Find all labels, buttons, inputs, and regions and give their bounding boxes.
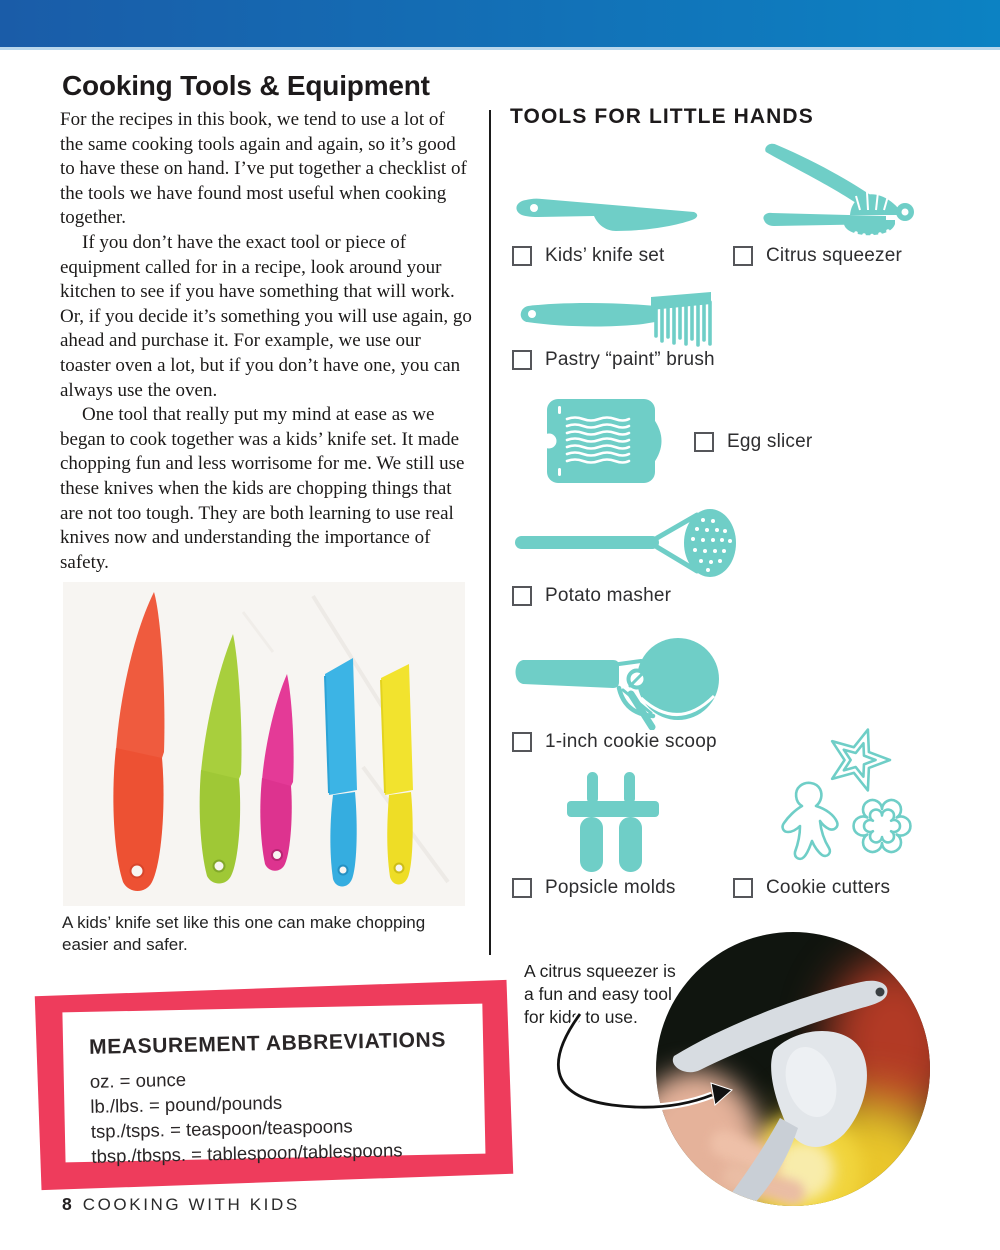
paragraph: For the recipes in this book, we tend to use a lot of the same cooking tools again and again, so it’s good to have these on hand. I’ve put together a checklist of the tools we have found most useful when cooking together.: [60, 109, 467, 229]
book-title: COOKING WITH KIDS: [82, 1195, 300, 1214]
star-cutter: [821, 724, 897, 794]
checkbox[interactable]: [733, 246, 753, 266]
page-title: Cooking Tools & Equipment: [62, 70, 430, 101]
photo-caption: A kids’ knife set like this one can make chopping easier and safer.: [62, 913, 426, 954]
column-divider: [489, 110, 491, 955]
checkbox[interactable]: [512, 586, 532, 606]
checkbox[interactable]: [512, 350, 532, 370]
paragraph: One tool that really put my mind at ease as we began to cook together was a kids’ knife set. It made chopping fun and less worrisome for me. We still use these knives when the kids are chopping things that are not too tough. They are both learning to use real knives now and understanding the importance of safety.: [60, 404, 465, 573]
kids-knife-icon: [512, 183, 702, 235]
abbreviation: oz. = ounce: [89, 1068, 187, 1092]
citrus-squeezer-icon: [760, 138, 918, 244]
callout-arrow: [520, 1008, 750, 1128]
checklist-label: 1-inch cookie scoop: [545, 731, 717, 752]
checkbox[interactable]: [512, 732, 532, 752]
checkbox[interactable]: [733, 878, 753, 898]
measurement-heading: MEASUREMENT ABBREVIATIONS: [88, 1028, 447, 1059]
checklist-label: Popsicle molds: [545, 877, 676, 898]
cookie-scoop-icon: [513, 632, 725, 730]
paragraph: If you don’t have the exact tool or piece of equipment called for in a recipe, look around your kitchen to see if you have something that will work. Or, if you decide it’s something you will use again, go ahead and purchase it. For example, we use our toaster oven a lot, but if you don’t have one, you can always use the oven.: [60, 231, 472, 401]
checklist-label: Citrus squeezer: [766, 245, 903, 266]
checkbox[interactable]: [512, 246, 532, 266]
popsicle-molds-icon: [565, 770, 661, 873]
checklist-label: Cookie cutters: [766, 877, 891, 898]
checkbox[interactable]: [512, 878, 532, 898]
article-body: [60, 108, 472, 575]
pastry-brush-icon: [515, 291, 713, 349]
citrus-callout-caption: A citrus squeezer is a fun and easy tool for kids to use.: [524, 961, 676, 1027]
egg-slicer-icon: [545, 396, 670, 486]
abbreviation: tsp./tsps. = teaspoon/teaspoons: [90, 1115, 353, 1142]
gingerbread-cutter: [783, 783, 838, 859]
checklist-item-popsicle-molds[interactable]: [512, 877, 676, 899]
kids-knife-photo: [63, 582, 465, 906]
checklist-label: Egg slicer: [727, 431, 813, 452]
page-footer: [62, 1194, 300, 1215]
abbreviation: lb./lbs. = pound/pounds: [90, 1091, 283, 1117]
checklist-heading: TOOLS FOR LITTLE HANDS: [510, 105, 814, 128]
page-number: 8: [62, 1194, 72, 1214]
checklist-item-potato-masher[interactable]: [512, 585, 671, 607]
abbreviation: tbsp./tbsps. = tablespoon/tablespoons: [91, 1139, 403, 1167]
measurement-box-inner: [62, 1004, 485, 1167]
measurement-box: [35, 980, 513, 1190]
header-bar: [0, 0, 1000, 50]
potato-masher-icon: [513, 506, 741, 582]
flower-cutter: [854, 800, 911, 852]
checklist-label: Potato masher: [545, 585, 672, 606]
kids-knives-image: [63, 582, 465, 906]
checklist-item-cookie-cutters[interactable]: [733, 877, 890, 899]
cookie-cutters-icon: [776, 724, 916, 876]
checkbox[interactable]: [694, 432, 714, 452]
checklist-item-egg-slicer[interactable]: [694, 431, 812, 453]
checklist-label: Kids’ knife set: [545, 245, 665, 266]
checklist-item-cookie-scoop[interactable]: [512, 731, 717, 753]
checklist-label: Pastry “paint” brush: [545, 349, 715, 370]
checklist-item-kids-knife-set[interactable]: [512, 245, 665, 267]
checklist-item-pastry-brush[interactable]: [512, 349, 715, 371]
checklist-item-citrus-squeezer[interactable]: [733, 245, 902, 267]
